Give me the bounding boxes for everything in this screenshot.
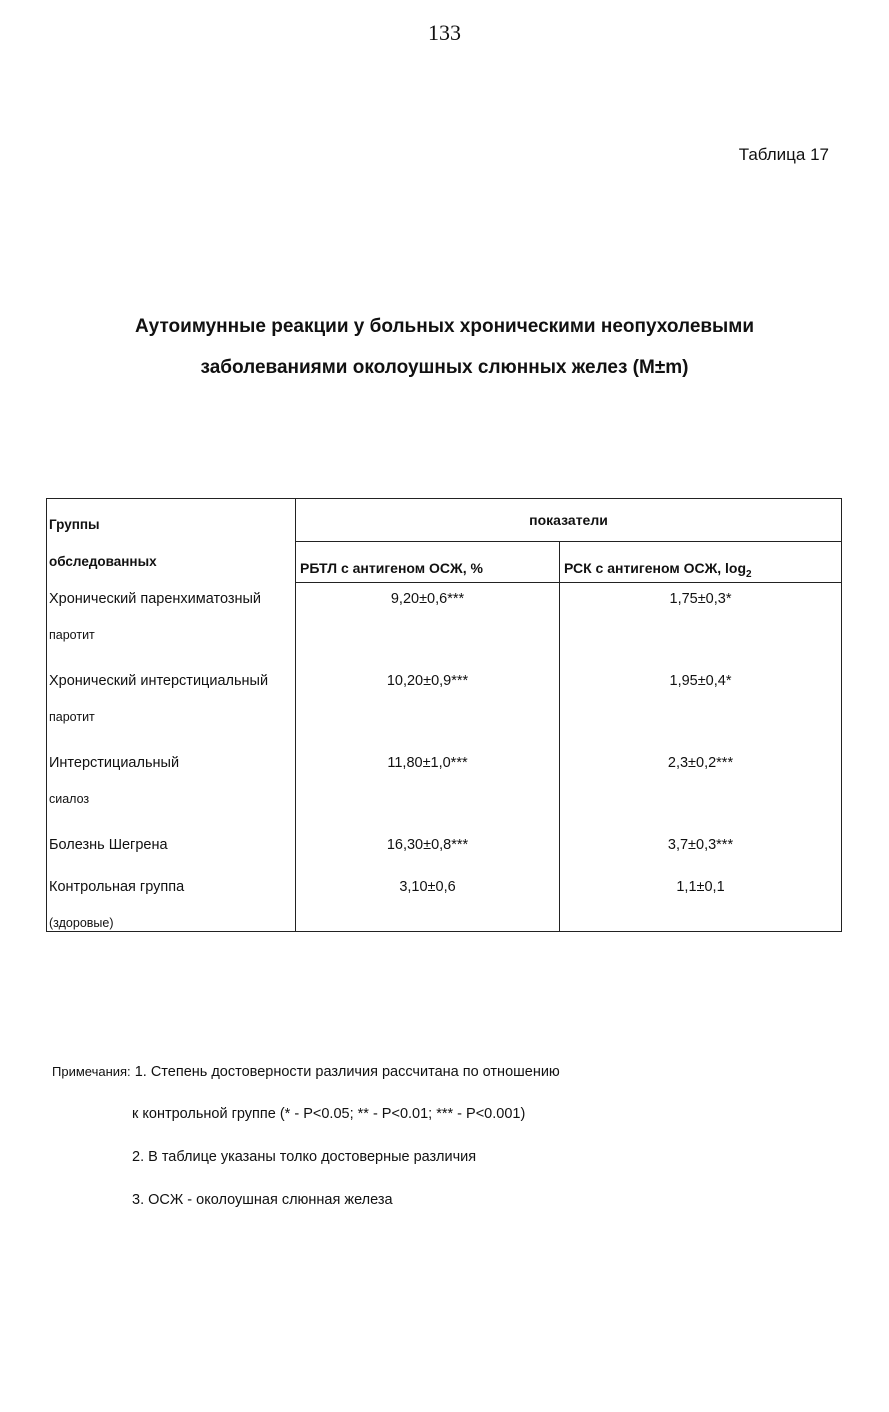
group-header-bottom: обследованных <box>49 554 157 569</box>
group-name-line2: сиалоз <box>49 792 90 807</box>
notes-label: Примечания: <box>52 1064 131 1079</box>
note-1-continuation: к контрольной группе (* - P<0.05; ** - P<0.01; *** - P<0.001) <box>132 1106 526 1122</box>
table-label: Таблица 17 <box>738 145 829 164</box>
col2-header-subscript: 2 <box>746 568 752 580</box>
group-name-line1: Интерстициальный <box>49 755 180 771</box>
group-header-cell <box>47 499 296 583</box>
group-name-line2: паротит <box>49 627 95 642</box>
group-name-line2: (здоровые) <box>49 916 114 931</box>
note-2: 2. В таблице указаны толко достоверные различия <box>132 1149 477 1165</box>
group-name <box>47 665 295 725</box>
group-name <box>47 747 295 807</box>
indicators-header: показатели <box>296 499 842 542</box>
note-3: 3. ОСЖ - околоушная слюнная железа <box>132 1192 393 1208</box>
table-row <box>47 583 842 666</box>
value-rsk: 1,95±0,4* <box>669 673 732 689</box>
page-number: 133 <box>428 20 461 45</box>
note-1 <box>52 1064 560 1080</box>
group-name-line1: Контрольная группа <box>49 879 185 895</box>
group-header-top: Группы <box>49 517 100 532</box>
col2-header-cell <box>560 542 842 583</box>
table-row <box>47 747 842 829</box>
value-rbtl: 10,20±0,9*** <box>386 673 469 689</box>
value-rsk: 3,7±0,3*** <box>667 837 734 853</box>
col2-header-text: РСК с антигеном ОСЖ, log <box>564 560 747 576</box>
col1-header: РБТЛ с антигеном ОСЖ, % <box>300 560 483 576</box>
table-row <box>47 665 842 747</box>
group-name-line2: паротит <box>49 710 95 725</box>
title-line-2: заболеваниями околоушных слюнных желез (M±m) <box>200 357 689 378</box>
table-title <box>0 306 889 388</box>
group-name-line1: Болезнь Шегрена <box>49 837 168 853</box>
value-rsk: 1,1±0,1 <box>676 879 725 895</box>
group-name-line1: Хронический интерстициальный <box>49 673 269 689</box>
note-1-text: 1. Степень достоверности различия рассчитана по отношению <box>134 1064 560 1080</box>
col1-header-cell <box>296 542 560 583</box>
value-rbtl: 11,80±1,0*** <box>387 755 468 771</box>
value-rbtl: 16,30±0,8*** <box>386 837 469 853</box>
value-rbtl: 3,10±0,6 <box>399 879 456 895</box>
table-row <box>47 829 842 871</box>
group-name <box>47 583 295 643</box>
group-name <box>47 871 295 931</box>
data-table <box>46 498 842 932</box>
value-rsk: 2,3±0,2*** <box>667 755 734 771</box>
value-rsk: 1,75±0,3* <box>669 591 732 607</box>
table-row <box>47 871 842 932</box>
col2-header <box>560 542 841 580</box>
value-rbtl: 9,20±0,6*** <box>390 591 465 607</box>
group-name <box>47 829 295 854</box>
group-name-line1: Хронический паренхиматозный <box>49 590 262 607</box>
title-line-1: Аутоимунные реакции у больных хроническими неопухолевыми <box>134 316 755 337</box>
